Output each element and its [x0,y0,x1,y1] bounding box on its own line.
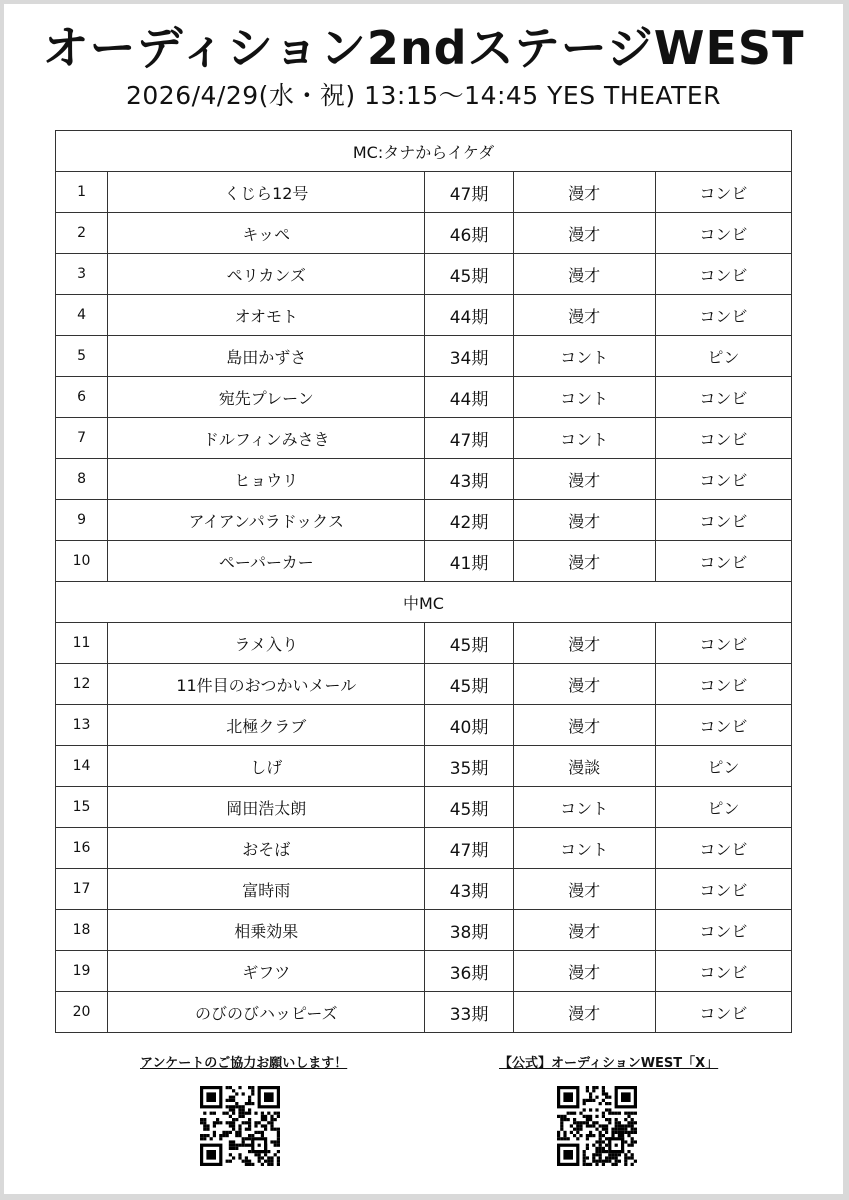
unit-type: コンビ [655,418,791,459]
unit-type: ピン [655,336,791,377]
generation: 45期 [425,254,513,295]
table-row [56,664,792,705]
unit-type: コンビ [655,459,791,500]
row-number: 5 [56,336,108,377]
performer-name: おそば [108,828,425,869]
genre: 漫才 [513,172,655,213]
generation: 43期 [425,459,513,500]
row-number: 13 [56,705,108,746]
table-row [56,541,792,582]
table-row [56,705,792,746]
generation: 45期 [425,664,513,705]
genre: コント [513,828,655,869]
table-row [56,295,792,336]
performer-name: くじら12号 [108,172,425,213]
table-row [56,418,792,459]
row-number: 11 [56,623,108,664]
generation: 42期 [425,500,513,541]
x-account-label: 【公式】オーディションWEST「X」 [499,1056,719,1071]
performer-name: 島田かずさ [108,336,425,377]
generation: 45期 [425,787,513,828]
generation: 47期 [425,828,513,869]
performer-name: ギフツ [108,951,425,992]
unit-type: コンビ [655,623,791,664]
performer-name: ドルフィンみさき [108,418,425,459]
genre: 漫才 [513,500,655,541]
genre: 漫才 [513,541,655,582]
unit-type: コンビ [655,705,791,746]
x-qr-code-icon[interactable] [557,1086,637,1166]
table-row [56,910,792,951]
mid-mc-row [56,582,792,623]
performer-name: ペリカンズ [108,254,425,295]
table-row [56,746,792,787]
genre: 漫才 [513,869,655,910]
row-number: 3 [56,254,108,295]
row-number: 14 [56,746,108,787]
table-row [56,787,792,828]
genre: コント [513,336,655,377]
table-row [56,951,792,992]
row-number: 19 [56,951,108,992]
page-title: オーディション2ndステージWEST [42,21,805,75]
mc-label: MC:タナからイケダ [56,131,792,172]
mc-row [56,131,792,172]
table-row [56,500,792,541]
table-row [56,213,792,254]
row-number: 20 [56,992,108,1033]
genre: 漫才 [513,213,655,254]
performer-name: 富時雨 [108,869,425,910]
unit-type: コンビ [655,992,791,1033]
genre: 漫才 [513,951,655,992]
table-row [56,336,792,377]
unit-type: コンビ [655,541,791,582]
table-row [56,254,792,295]
performer-name: アイアンパラドックス [108,500,425,541]
unit-type: ピン [655,787,791,828]
performer-name: ラメ入り [108,623,425,664]
generation: 38期 [425,910,513,951]
genre: 漫才 [513,254,655,295]
generation: 46期 [425,213,513,254]
unit-type: コンビ [655,500,791,541]
performer-name: 岡田浩太朗 [108,787,425,828]
unit-type: コンビ [655,213,791,254]
performer-name: ヒョウリ [108,459,425,500]
unit-type: コンビ [655,172,791,213]
mid-mc-label: 中MC [56,582,792,623]
table-row [56,172,792,213]
lineup-table [55,130,792,1033]
performer-name: ペーパーカー [108,541,425,582]
genre: コント [513,377,655,418]
genre: 漫才 [513,623,655,664]
genre: コント [513,787,655,828]
flyer-sheet [4,4,843,1194]
generation: 47期 [425,172,513,213]
row-number: 4 [56,295,108,336]
row-number: 2 [56,213,108,254]
genre: 漫才 [513,992,655,1033]
row-number: 15 [56,787,108,828]
genre: 漫談 [513,746,655,787]
generation: 45期 [425,623,513,664]
generation: 44期 [425,377,513,418]
row-number: 17 [56,869,108,910]
unit-type: コンビ [655,664,791,705]
generation: 35期 [425,746,513,787]
row-number: 16 [56,828,108,869]
generation: 34期 [425,336,513,377]
unit-type: コンビ [655,869,791,910]
row-number: 18 [56,910,108,951]
row-number: 6 [56,377,108,418]
table-row [56,377,792,418]
row-number: 7 [56,418,108,459]
unit-type: コンビ [655,377,791,418]
genre: 漫才 [513,295,655,336]
generation: 41期 [425,541,513,582]
table-row [56,828,792,869]
table-row [56,992,792,1033]
performer-name: 11件目のおつかいメール [108,664,425,705]
performer-name: キッペ [108,213,425,254]
unit-type: コンビ [655,828,791,869]
survey-label: アンケートのご協力お願いします！ [140,1056,348,1071]
genre: 漫才 [513,664,655,705]
unit-type: コンビ [655,910,791,951]
genre: コント [513,418,655,459]
generation: 36期 [425,951,513,992]
unit-type: コンビ [655,254,791,295]
survey-qr-code-icon[interactable] [200,1086,280,1166]
generation: 47期 [425,418,513,459]
unit-type: ピン [655,746,791,787]
performer-name: のびのびハッピーズ [108,992,425,1033]
row-number: 9 [56,500,108,541]
genre: 漫才 [513,705,655,746]
table-row [56,869,792,910]
unit-type: コンビ [655,951,791,992]
performer-name: オオモト [108,295,425,336]
row-number: 10 [56,541,108,582]
row-number: 12 [56,664,108,705]
generation: 43期 [425,869,513,910]
table-row [56,623,792,664]
unit-type: コンビ [655,295,791,336]
generation: 40期 [425,705,513,746]
performer-name: 相乗効果 [108,910,425,951]
performer-name: 北極クラブ [108,705,425,746]
table-row [56,459,792,500]
generation: 44期 [425,295,513,336]
genre: 漫才 [513,910,655,951]
generation: 33期 [425,992,513,1033]
row-number: 1 [56,172,108,213]
performer-name: 宛先プレーン [108,377,425,418]
row-number: 8 [56,459,108,500]
performer-name: しげ [108,746,425,787]
event-details: 2026/4/29(水・祝) 13:15～14:45 YES THEATER [125,81,722,110]
genre: 漫才 [513,459,655,500]
